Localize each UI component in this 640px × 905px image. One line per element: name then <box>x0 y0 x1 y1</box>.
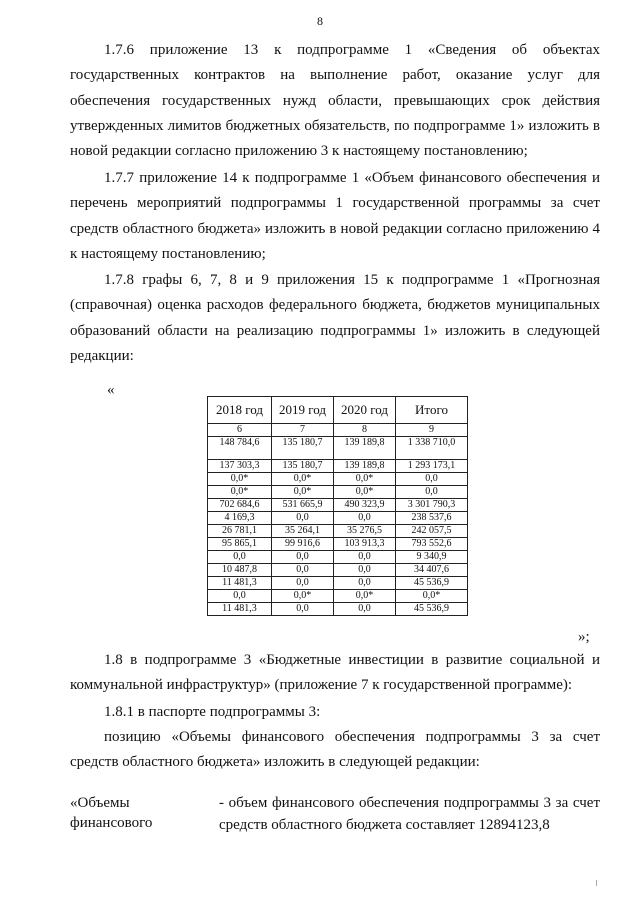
table-cell: 702 684,6 <box>208 499 272 512</box>
table-column-number-row <box>208 424 468 437</box>
table-cell: 45 536,9 <box>396 577 468 590</box>
passport-label-line1: «Объемы <box>70 795 130 811</box>
header-total: Итого <box>396 397 468 424</box>
column-number: 9 <box>396 424 468 437</box>
table-cell: 137 303,3 <box>208 460 272 473</box>
table-cell: 0,0* <box>334 473 396 486</box>
table-header-row <box>208 397 468 424</box>
paragraph-1-7-8: 1.7.8 графы 6, 7, 8 и 9 приложения 15 к подпрограмме 1 «Прогнозная (справочная) оценка расходов федерального бюджета, бюджетов муниципальных образований области на реализацию подпрограммы 1» изложить в следующей редакции: <box>70 272 600 364</box>
passport-value: - объем финансового обеспечения подпрограммы 3 за счет средств областного бюджета составляет 12894123,8 <box>219 795 600 833</box>
passport-label-line2: финансового <box>70 815 153 831</box>
table-cell: 0,0* <box>396 590 468 603</box>
table-cell: 0,0 <box>272 512 334 525</box>
table-cell: 1 293 173,1 <box>396 460 468 473</box>
paragraph-1-7-7: 1.7.7 приложение 14 к подпрограмме 1 «Объем финансового обеспечения и перечень мероприятий подпрограммы 1 государственной программы за счет средств областного бюджета» изложить в новой редакции согласно приложению 4 к настоящему постановлению; <box>70 170 600 262</box>
table-cell: 0,0* <box>334 590 396 603</box>
closing-quote: »; <box>578 629 590 645</box>
table-row <box>208 590 468 603</box>
table-row <box>208 473 468 486</box>
table-cell: 0,0* <box>334 486 396 499</box>
table-row <box>208 486 468 499</box>
table-cell: 139 189,8 <box>334 460 396 473</box>
table-cell: 4 169,3 <box>208 512 272 525</box>
table-cell: 0,0 <box>334 603 396 616</box>
table-row <box>208 499 468 512</box>
table-cell: 0,0* <box>272 486 334 499</box>
table-cell: 35 264,1 <box>272 525 334 538</box>
table-cell: 26 781,1 <box>208 525 272 538</box>
paragraph-1-8: 1.8 в подпрограмме 3 «Бюджетные инвестиции в развитие социальной и коммунальной инфраструктур» (приложение 7 к государственной программе): <box>70 652 600 694</box>
column-number: 6 <box>208 424 272 437</box>
table-cell: 9 340,9 <box>396 551 468 564</box>
table-cell: 531 665,9 <box>272 499 334 512</box>
table-cell: 11 481,3 <box>208 603 272 616</box>
paragraph-position: позицию «Объемы финансового обеспечения подпрограммы 3 за счет средств областного бюджета» изложить в следующей редакции: <box>70 729 600 771</box>
table-cell: 0,0 <box>334 577 396 590</box>
page-number: 8 <box>317 14 323 28</box>
table-cell: 103 913,3 <box>334 538 396 551</box>
table-cell: 95 865,1 <box>208 538 272 551</box>
table-cell: 45 536,9 <box>396 603 468 616</box>
table-cell: 0,0 <box>334 551 396 564</box>
table-cell: 0,0 <box>334 564 396 577</box>
table-cell: 148 784,6 <box>208 437 272 460</box>
table-cell: 0,0 <box>334 512 396 525</box>
table-cell: 0,0* <box>208 473 272 486</box>
table-cell: 3 301 790,3 <box>396 499 468 512</box>
table-cell: 34 407,6 <box>396 564 468 577</box>
table-row <box>208 460 468 473</box>
table-row <box>208 525 468 538</box>
table-cell: 0,0* <box>272 590 334 603</box>
table-cell: 135 180,7 <box>272 460 334 473</box>
table-cell: 135 180,7 <box>272 437 334 460</box>
table-cell: 11 481,3 <box>208 577 272 590</box>
table-cell: 0,0 <box>208 590 272 603</box>
paragraph-1-7-6: 1.7.6 приложение 13 к подпрограмме 1 «Сведения об объектах государственных контрактов на выполнение работ, оказание услуг для обеспечения государственных нужд области, превышающих срок действия утвержденных лимитов бюджетных обязательств, по подпрограмме 1» изложить в новой редакции согласно приложению 3 к настоящему постановлению; <box>70 42 600 160</box>
paragraph-1-8-1: 1.8.1 в паспорте подпрограммы 3: <box>104 704 321 720</box>
table-cell: 0,0 <box>396 473 468 486</box>
table-cell: 0,0 <box>272 551 334 564</box>
table-row <box>208 551 468 564</box>
header-2018: 2018 год <box>208 397 272 424</box>
table-row <box>208 512 468 525</box>
header-2020: 2020 год <box>334 397 396 424</box>
table-cell: 0,0 <box>208 551 272 564</box>
table-cell: 0,0* <box>272 473 334 486</box>
table-cell: 0,0* <box>208 486 272 499</box>
column-number: 7 <box>272 424 334 437</box>
column-number: 8 <box>334 424 396 437</box>
table-cell: 793 552,6 <box>396 538 468 551</box>
scan-mark <box>596 880 597 886</box>
financing-table <box>207 396 468 616</box>
header-2019: 2019 год <box>272 397 334 424</box>
table-row <box>208 538 468 551</box>
table-cell: 0,0 <box>396 486 468 499</box>
table-row <box>208 437 468 460</box>
table-cell: 242 057,5 <box>396 525 468 538</box>
table-cell: 490 323,9 <box>334 499 396 512</box>
table-row <box>208 577 468 590</box>
table-cell: 238 537,6 <box>396 512 468 525</box>
table-cell: 1 338 710,0 <box>396 437 468 460</box>
table-cell: 35 276,5 <box>334 525 396 538</box>
table-row <box>208 564 468 577</box>
table-cell: 0,0 <box>272 577 334 590</box>
opening-quote: « <box>107 382 115 398</box>
table-cell: 139 189,8 <box>334 437 396 460</box>
table-cell: 0,0 <box>272 564 334 577</box>
table-cell: 99 916,6 <box>272 538 334 551</box>
table-row <box>208 603 468 616</box>
table-cell: 0,0 <box>272 603 334 616</box>
table-cell: 10 487,8 <box>208 564 272 577</box>
